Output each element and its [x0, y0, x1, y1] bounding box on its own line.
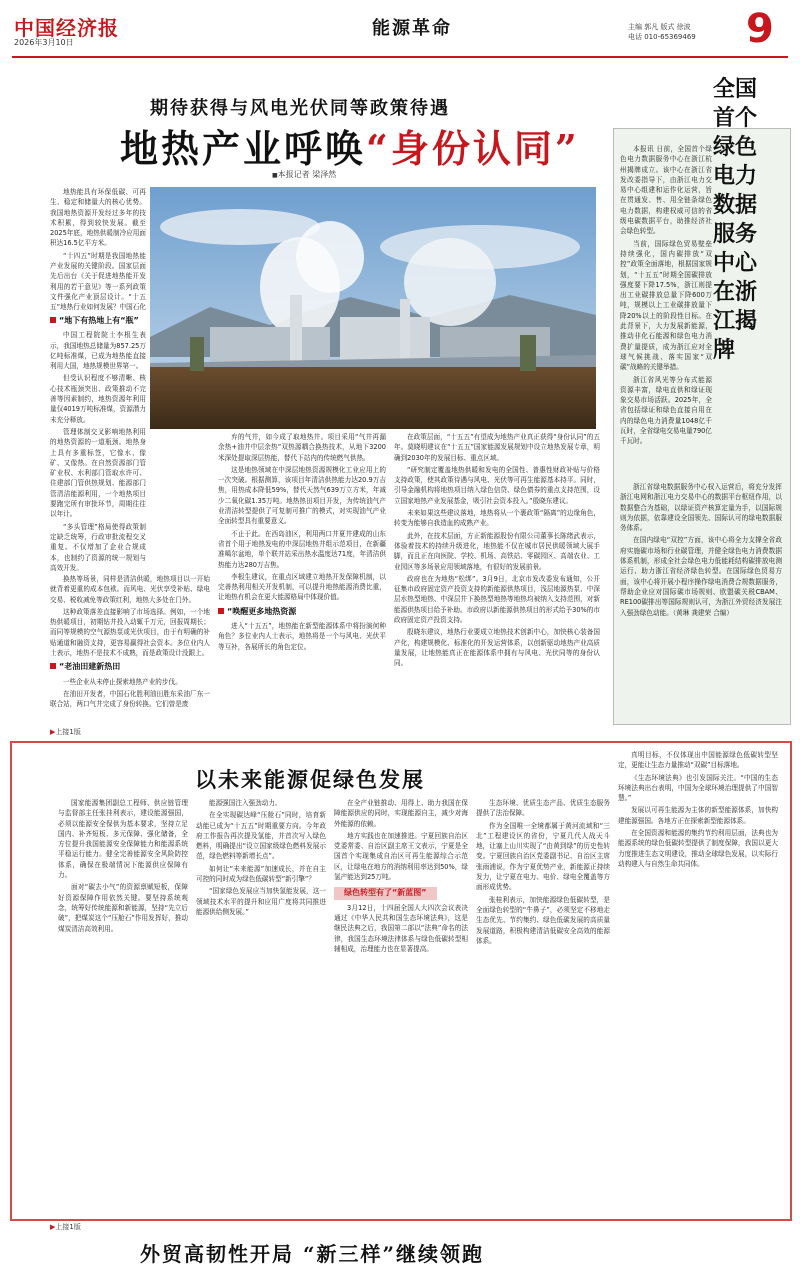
paragraph: 地热能具有环保低碳、可再生、稳定和储量大的核心优势。我国地热资源开发经过多年的技术积累，得到较快发展。截至2025年底，地热供暖制冷应用面积达16.5亿平方米。	[50, 188, 146, 248]
newspaper-logo: 中国经济报	[14, 16, 119, 40]
lead-col1-body	[50, 312, 146, 572]
paragraph: 换热等场景，同样是清洁供暖，地热项目以一开始就背着更重的成本包袱。而风电、光伏享受补贴、绿电交易、税收减免等政策红利，地热大多处在门外。	[50, 575, 210, 604]
feature-col3	[334, 798, 468, 1208]
paragraph: 能源强国注入强劲动力。	[209, 799, 282, 807]
paragraph: “十四五”时期是我国地热能产业发展的关键阶段。国家层面先后出台《关于促进地热能开发利用的若干意见》等一系列政策文件强化产业顶层设计。“十五五”地热行业如何发展？中国石化	[50, 251, 146, 311]
editor-credits	[628, 22, 696, 42]
paragraph: 但受认识程度不够清晰、核心技术瓶颈突出、政策推动不完善等因素制约，地热资源年利用量仅4019万吨标准煤，资源潜力未充分释放。	[50, 374, 146, 424]
subhead-text: “唤醒更多地热资源	[227, 606, 297, 616]
paragraph: 在全国资源和能源的集约节约利用层面，法典也为能源系统的绿色低碳转型提供了制度保障，我国以更大力度推进生态文明建设，推动全球绿色发展，以实际行动构建人与自然生命共同体。	[618, 829, 778, 868]
paragraph: 在全产业链推动、用得上、助力我国在保障能源供应的同时，实现能源自主，减少对海外能源的依赖。	[334, 799, 468, 828]
continued-from-page1-2	[50, 1222, 81, 1232]
paragraph: 作为全国唯一全境都属于黄河流域和“三北”工程建设区的省份，宁夏几代人战天斗地，让塞上山川实现了“由黄到绿”的历史性转变。宁夏回族自治区党委副书记、自治区主席张雨浦说，作为宁夏优势产业，新能源正持续发力，让宁夏在电力、电价、绿电全覆盖等方面形成优势。	[476, 821, 610, 892]
paragraph: 国家能源集团副总工程师、供应链管理与监督部主任张挂利表示，建设能源强国，必须以能源安全保供为基本要求，坚持立足国内、补齐短板、多元保障、强化储备，全方位提升我国能源安全保障能力和能源系统平稳运行能力。健全完善能源安全风险防控体系，确保在极端情况下能源供应保障有力。	[58, 799, 188, 880]
lead-col4-body	[394, 432, 600, 724]
editor-names: 主编 郭凡 版式 徐波	[628, 23, 691, 31]
paragraph: 真明目标，不仅体现出中国能源绿色低碳转型坚定，更能让生态力量推动“双碳”目标落地。	[618, 751, 778, 770]
issue-date: 2026年3月10日	[14, 38, 74, 47]
lead-byline: ■本报记者 梁泽然	[272, 170, 337, 179]
paragraph: 如何让“未来能源”加速成长，并在自主可控的同时成为绿色低碳转型“新引擎”？	[196, 864, 326, 884]
paragraph: 在全实现碳达峰“压舱石”同时，培育新动能已成为“十五五”时期重要方向。今年政府工作报告再次提及氢能，并首次写入绿色燃料，明确提出“设立国家级绿色燃料发展示范，绿色燃料等新增长点”。	[196, 811, 326, 861]
lead-col1-intro	[50, 187, 146, 311]
paragraph: 这是地热领域在中深层地热资源规模化工业应用上的一次突破。根据测算，该项目年清洁供热能力达20.9万吉焦，用热成本降低59%，替代天然气639万立方米，年减少二氧化碳1.35万吨。地热热田项目开发，为传统油气产业清洁转型提供了可复制可推广的模式，对实现油气产业全面转型具有重要意义。	[218, 465, 386, 526]
feature-col1	[58, 798, 188, 1208]
paragraph: 此外，在技术层面，方正新能源股份有限公司董事长陈绪武表示，体验着技术的持续升级进化，地热能不仅在城市居民供暖领域大展手脚，而且正在向医院、学校、机场、高铁站、零碳园区、高端农业、工业园区等多场景应用领域落地，有很好的发展前景。	[394, 531, 600, 571]
square-bullet-icon	[50, 663, 56, 669]
subhead-text: “老油田建新热田	[59, 662, 121, 672]
paragraph: 《生态环境法典》也引发国际关注。“中国的生态环境法典出台表明，中国为全球环境治理提供了中国智慧。”	[618, 773, 778, 803]
paragraph: 进入“十五五”，地热能在新型能源体系中将扮演何种角色？多位业内人士表示，地热将是一个与风电、光伏平等互补，各展所长的角色定位。	[218, 622, 386, 651]
lead-subhead-1	[50, 316, 146, 326]
paragraph: 这种政策落差直接影响了市场选择。例如，一个地热供暖项目，初期钻井投入动辄千万元，回报周期长；而同等规模的空气源热泵或光伏项目，由于有明确的补贴通道和融资支持，更容易赢得社会资本。多位业内人士表示，地热不是技术不成熟，而是政策设计没跟上。	[50, 607, 210, 658]
paragraph: 浙江省风光等分布式能源资源丰富，绿电直供和绿证现象交易市场活跃。2025年，全省包括绿证和绿色直接自用在内的绿色电力消费量1048亿千瓦时，全省绿电交易电量790亿千瓦时。	[620, 375, 712, 446]
feature-col5	[618, 750, 778, 1208]
paragraph: 在油田开发者，中国石化胜利油田胜东采油厂东一联合站，两口气井完成了身份转换。它们曾是废	[50, 689, 210, 709]
byline-text: 本报记者 梁泽然	[277, 170, 337, 179]
triangle-icon: ▶	[50, 728, 56, 736]
lead-subhead-2	[50, 662, 210, 672]
feature-title: 以未来能源促绿色发展	[195, 767, 425, 792]
paragraph: 李根生建议，在重点区域建立地热开发保障机制，以完善热利用相关开发机制，可以提升地热能源消费比重，让地热有机会在更大能源格局中体现价值。	[218, 572, 386, 602]
bottom-article-title: 外贸高韧性开局 “新三样”继续领跑	[140, 1242, 484, 1266]
side-story-text-2	[620, 482, 782, 718]
paragraph: “研究制定覆盖地热供暖和发电的全国性、普惠性财政补贴与价格支持政策，使其政策待遇与风电、光伏等可再生能源基本持平。同时，引导金融机构将地热项目纳入绿色信贷、绿色债券的重点支持范围，设立国家地热产业发展基金，吸引社会资本投入。”殷晓东建议。	[394, 465, 600, 505]
section-title: 能源革命	[372, 18, 452, 39]
page-number: 9	[746, 6, 774, 52]
lead-headline	[120, 118, 580, 173]
editor-phone: 电话 010-65369469	[628, 33, 696, 41]
paragraph: 面对“碳去小气”的资源禀赋短板，保障好资源保障作用依然关键。要坚持系统观念，统筹好传统能源和新能源，坚持“先立后破”，把煤炭这个“压舱石”作用发挥好，推动煤炭清洁高效利用。	[58, 883, 188, 933]
jump-text: 上接1版	[55, 728, 81, 736]
square-bullet-icon	[50, 317, 56, 323]
paragraph: 在国内绿电“双控”方面，该中心将全力支撑全省政府实施碳市场和行业碳管理，并健全绿色电力消费数据体系机制，形成全社会绿色电力低能耗结构碳排放电测运行、助力浙江省经济绿色转型。在国际绿色贸易方面，该中心将开展小程序操作绿电消费合规数据服务，帮助企业应对国际碳市场规则、欧盟碳关税CBAM、RE100碳排出等国际规则认可，为浙江外贸经济发展注入强劲绿色动能。（黄琳 龚建荣 合编）	[620, 536, 782, 617]
paragraph: 生态环境、优质生态产品、优质生态服务提供了法治保障。	[476, 799, 610, 818]
lead-subhead-3	[218, 607, 386, 617]
jump-text: 上接1版	[55, 1223, 81, 1231]
headline-part-b: “身份认同”	[366, 126, 580, 171]
paragraph: 地方实践也在加速推进。宁夏回族自治区党委常委、自治区副主席王文表示，宁夏是全国首个实现集成自治区可再生能源综合示范区，让绿电在地方的消纳利用率达到50%，绿氢产能达到25万吨。	[334, 831, 468, 882]
paragraph: 发展以可再生能源为主体的新型能源体系，加快构建能源强国。各地方正在探索新型能源体系。	[618, 806, 778, 825]
paragraph: 不止于此。在西岛油区，利用两口井夏井建成的山东省首个用于地热发电的中深层地热井组示范项目，在新疆准噶尔盆地，单个联井站采出热水温度达71度，年清洁供热能力达280万吉焦。	[218, 529, 386, 569]
lead-col2-body	[50, 574, 210, 724]
continued-from-page1	[50, 727, 81, 737]
headline-part-a: 地热产业呼唤	[120, 126, 367, 171]
lead-col3-body	[218, 432, 386, 724]
paragraph: 本报讯 日前，全国首个绿色电力数据服务中心在浙江杭州揭牌成立。该中心在浙江省发改委指导下，由浙江电力交易中心组建和运作化运营，旨在贯通发、售、用全链条绿色电力数据，构建权威可信的省级电碳数据平台，助推经济社会绿色转型。	[620, 145, 712, 236]
paragraph: 政府也在为地热“松绑”。3月9日，北京市发改委发布通知，公开征集市政府固定资产投资支持的新能源供热项目，浅层地源热泵、中深层水热型地热、中深层井下换热型地热等地热均被纳入支持范围，对新能源供热项目给予补助。市政府以新能源供热项目的形式给予30%的市政府固定资产投资支持。	[394, 574, 600, 625]
subhead-text: “地下有热地上有“瓶”	[59, 316, 139, 325]
square-bullet-icon	[218, 608, 224, 614]
header-rule	[12, 56, 788, 58]
paragraph: 3月12日，十四届全国人大四次会议表决通过《中华人民共和国生态环境法典》，这是继民法典之后，我国第二部以“法典”命名的法律，我国生态环境法律体系与绿色低碳转型相辅相成，治理能力也在显著提高。	[334, 903, 468, 953]
feature-col2	[196, 798, 326, 1208]
feature-col4	[476, 798, 610, 1208]
side-story-text-1	[620, 144, 712, 478]
feature-red-subhead: 绿色转型有了“新蓝图”	[334, 887, 437, 899]
side-story-headline: 全国首个绿色电力数据服务中心在浙江揭牌	[713, 76, 758, 363]
lead-kicker: 期待获得与风电光伏同等政策待遇	[150, 98, 450, 119]
paragraph: 未来如果这些建议落地，地热将从一个裹政策“隔离”的边缘角色，转变为能够自我造血的成熟产业。	[394, 509, 600, 528]
paragraph: 在政策层面，“十五五”有望成为地热产业真正获得“身份认同”的五年。莫晓明建议在“十五五”国家能源发展规划中设立地热发展专章，明确到2030年的发展目标、重点区域。	[394, 433, 600, 462]
paragraph: “多头管理”格局使得政策制定缺乏统筹，行政审批流程交叉重复。不仅增加了企业合规成本，也制约了资源的统一规划与高效开发。	[50, 522, 146, 572]
paragraph: 张桂利表示，加快能源绿色低碳转型，是全面绿色转型的“牛鼻子”，必须坚定不移地走生态优先、节约集约、绿色低碳发展的高质量发展道路，积极构建清洁低碳安全高效的能源体系。	[476, 895, 610, 945]
paragraph: 殷晓东建议，地热行业要成立地热技术创新中心，加快核心装备国产化，构建规模化、标准化的开发运营体系，以创新驱动地热产业高质量发展，让地热能真正在能源体系中拥有与风电、光伏同等的身份认同。	[394, 628, 600, 668]
paragraph: 浙江省绿电数据服务中心权入运营后，将充分发挥浙江电网和浙江电力交易中心的数据平台枢纽作用，以数据整合为基础，以绿证资产核算定量为手，以国际规则为依据，依靠建设全国领先、国际认可的绿电数据服务体系。	[620, 483, 782, 533]
paragraph: 中国工程院院士李根生表示，我国地热总储量为857.25万亿吨标准煤，已成为地热能直接利用大国，地热规模世界第一。	[50, 331, 146, 371]
paragraph: 当前，国际绿色贸易壁垒持续强化，国内碳排放“双控”政策全面落地，根据国家规划，“十五五”时期全国碳排放强度要下降17.5%，浙江则提出工业碳排放总量下降600万吨，规模以上工业碳排放量下降20%以上的阶段性目标。在此背景下，大力发展新能源，推动非化石能源和绿色电力消费扩量提质，成为浙江应对全球气候挑战、落实国家“双碳”战略的关键举措。	[620, 239, 712, 372]
paragraph: “国家绿色发展应当加快氢能发展，这一领域技术水平的提升和应用广度将共同推进能源供给侧发展。”	[196, 887, 326, 916]
geothermal-plant-photo	[150, 187, 596, 429]
paragraph: 管理体制交叉影响地热利用的地热资源的一道瓶颈。地热身上具有多重标签，它像水、像矿、又像热。在自然资源部门管矿业权、水利部门管取水许可、住建部门管供热规划、能源部门管清洁能源利用，一个地热项目要跑完所有审批环节，周期往往以年计。	[50, 427, 146, 519]
paragraph: 弃的气井，如今成了取地热井。项目采用“气井再漏余热+油井中层余热”双热源耦合换热技术，从地下3200米深处提取深层热能，替代下站内的传统燃气供热。	[218, 433, 386, 462]
paragraph: 一些企业从未停止探索地热产业的步伐。	[63, 677, 182, 686]
triangle-icon: ▶	[50, 1223, 56, 1231]
